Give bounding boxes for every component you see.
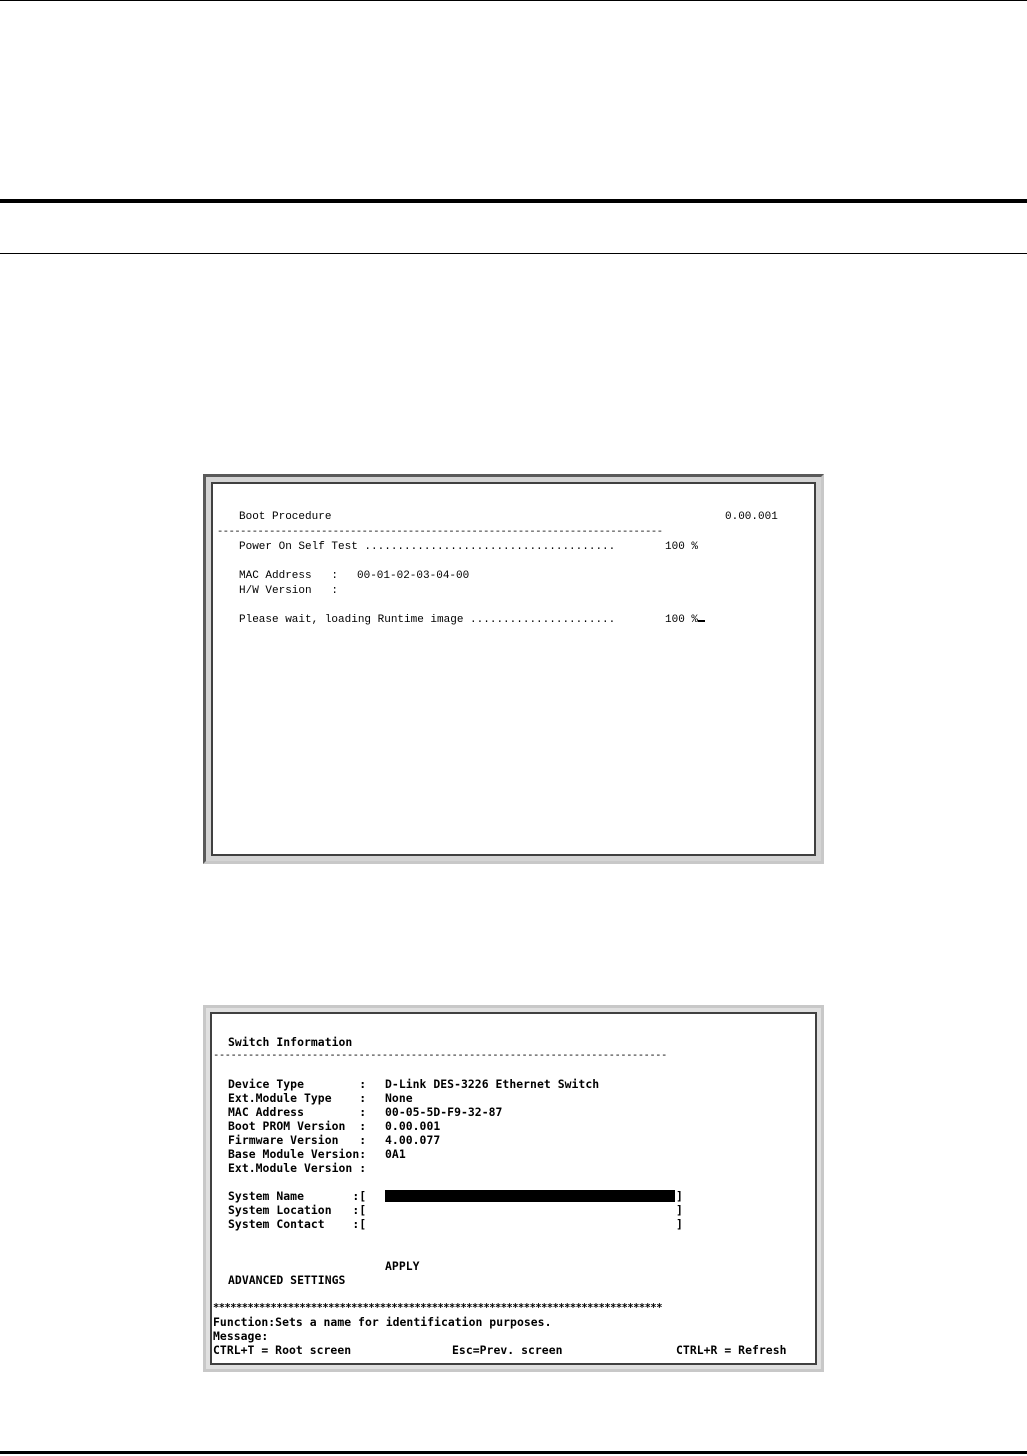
loading-label: Please wait, loading Runtime image ...................... [239, 614, 616, 626]
loading-value [665, 614, 705, 627]
boot-title: Boot Procedure [239, 511, 332, 523]
header-rule-thick [0, 199, 1027, 203]
firmware-version-value: 4.00.077 [385, 1133, 441, 1147]
system-contact-input[interactable] [385, 1217, 675, 1231]
function-text: Function:Sets a name for identification purposes. [213, 1315, 552, 1329]
boot-version: 0.00.001 [725, 511, 778, 523]
advanced-settings-button[interactable]: ADVANCED SETTINGS [228, 1273, 346, 1287]
switch-information-window [203, 1005, 824, 1372]
footer-refresh[interactable]: CTRL+R = Refresh [676, 1343, 787, 1357]
firmware-version-label: Firmware Version : [228, 1133, 367, 1147]
post-label: Power On Self Test ...................................... [239, 541, 616, 553]
switch-separator: ------------------------------------------------------------------------------ [213, 1049, 667, 1061]
system-name-close-bracket: ] [676, 1189, 683, 1203]
post-value: 100 % [665, 541, 699, 553]
mac-address-value: 00-05-5D-F9-32-87 [385, 1105, 503, 1119]
device-type-label: Device Type : [228, 1077, 367, 1091]
system-location-input[interactable] [385, 1203, 675, 1217]
base-module-version-label: Base Module Version: [228, 1147, 367, 1161]
boot-prom-label: Boot PROM Version : [228, 1119, 367, 1133]
ext-module-version-label: Ext.Module Version : [228, 1161, 367, 1175]
system-location-label: System Location :[ [228, 1203, 367, 1217]
mac-address-label: MAC Address : [228, 1105, 367, 1119]
top-hairline [0, 0, 1027, 1]
apply-button[interactable]: APPLY [385, 1259, 420, 1273]
boot-procedure-screen [211, 482, 816, 856]
boot-separator: ----------------------------------------------------------------------------- [217, 526, 663, 538]
mac-value: 00-01-02-03-04-00 [357, 570, 470, 582]
base-module-version-value: 0A1 [385, 1147, 406, 1161]
device-type-value: D-Link DES-3226 Ethernet Switch [385, 1077, 600, 1091]
footer-prev-screen[interactable]: Esc=Prev. screen [452, 1343, 563, 1357]
switch-title: Switch Information [228, 1035, 353, 1049]
ext-module-type-value: None [385, 1091, 413, 1105]
header-rule-thin [0, 253, 1027, 254]
footer-root-screen[interactable]: CTRL+T = Root screen [213, 1343, 352, 1357]
switch-information-screen [210, 1012, 817, 1365]
boot-prom-value: 0.00.001 [385, 1119, 441, 1133]
mac-label: MAC Address : [239, 570, 339, 582]
system-contact-close-bracket: ] [676, 1217, 683, 1231]
system-location-close-bracket: ] [676, 1203, 683, 1217]
hw-label: H/W Version : [239, 585, 339, 597]
star-separator: ****************************************************************************** [213, 1302, 662, 1314]
ext-module-type-label: Ext.Module Type : [228, 1091, 367, 1105]
system-name-input[interactable] [385, 1190, 675, 1202]
system-contact-label: System Contact :[ [228, 1217, 367, 1231]
system-name-label: System Name :[ [228, 1189, 367, 1203]
message-text: Message: [213, 1329, 269, 1343]
boot-procedure-window [203, 474, 824, 864]
footer-rule [0, 1451, 1027, 1454]
cursor-icon [698, 620, 705, 622]
loading-value-text: 100 % [665, 614, 699, 626]
